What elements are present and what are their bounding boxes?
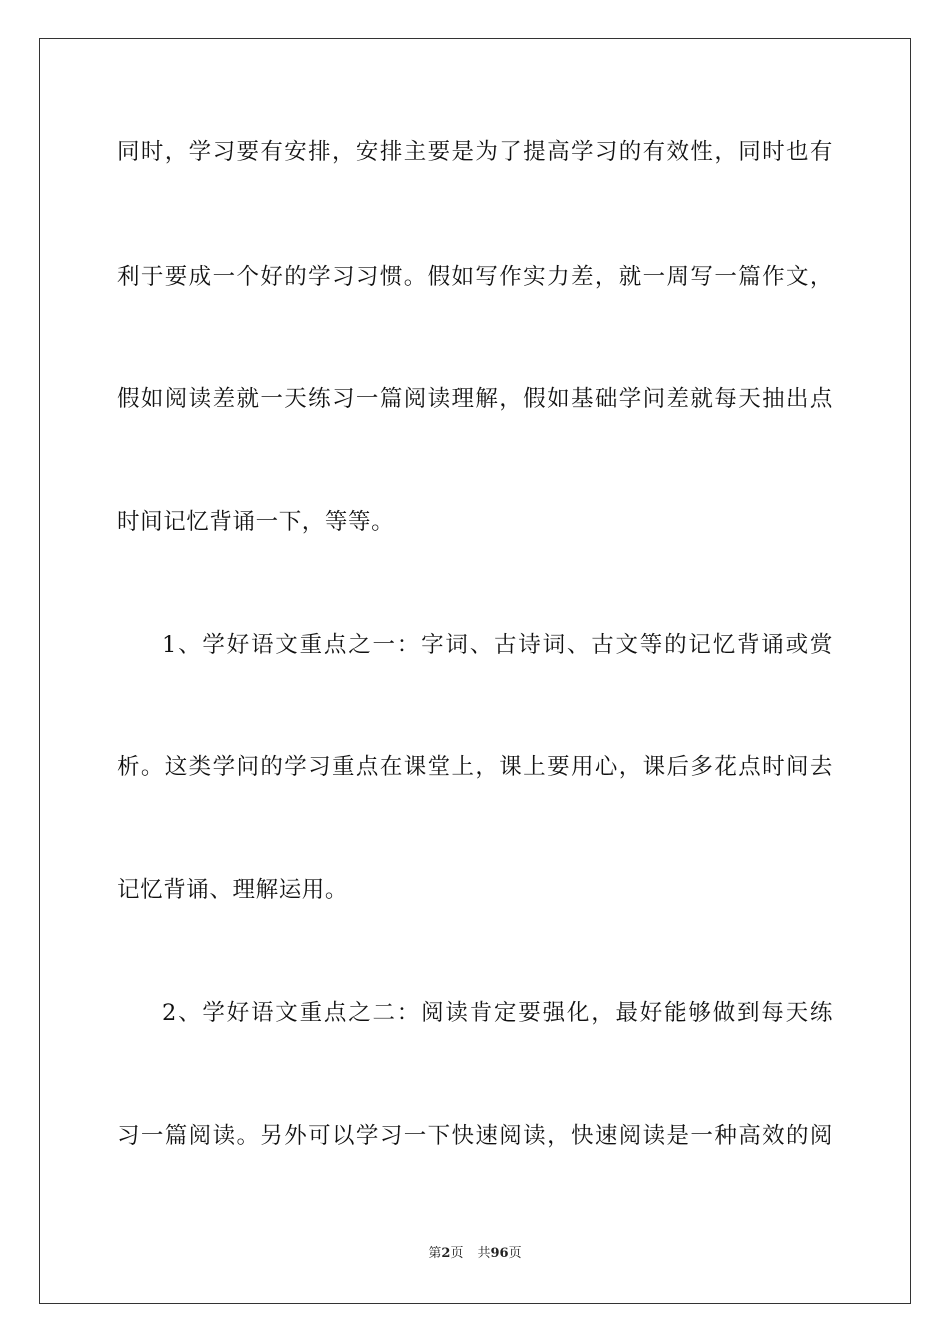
- total-pages: 96: [490, 1246, 509, 1261]
- paragraph-line-1: 同时，学习要有安排，安排主要是为了提高学习的有效性，同时也有: [117, 139, 833, 165]
- list-item-1-line-2: 析。这类学问的学习重点在课堂上，课上要用心，课后多花点时间去: [117, 754, 833, 780]
- paragraph-line-4: 时间记忆背诵一下，等等。: [117, 509, 395, 535]
- total-prefix: 共: [477, 1246, 491, 1261]
- page-number: 2: [441, 1246, 451, 1261]
- list-item-1-line-1: 1、学好语文重点之一：字词、古诗词、古文等的记忆背诵或赏: [162, 632, 833, 658]
- list-item-2-line-1: 2、学好语文重点之二：阅读肯定要强化，最好能够做到每天练: [162, 1000, 833, 1026]
- page-border: [39, 38, 911, 1304]
- page-suffix: 页: [450, 1246, 464, 1261]
- total-suffix: 页: [508, 1246, 522, 1261]
- paragraph-line-3: 假如阅读差就一天练习一篇阅读理解，假如基础学问差就每天抽出点: [117, 386, 833, 412]
- list-item-1-line-3: 记忆背诵、理解运用。: [117, 877, 349, 903]
- list-item-2-line-2: 习一篇阅读。另外可以学习一下快速阅读，快速阅读是一种高效的阅: [117, 1123, 833, 1149]
- paragraph-line-2: 利于要成一个好的学习习惯。假如写作实力差，就一周写一篇作文，: [117, 264, 833, 290]
- page-footer: [0, 1245, 950, 1263]
- page-prefix: 第: [428, 1246, 442, 1261]
